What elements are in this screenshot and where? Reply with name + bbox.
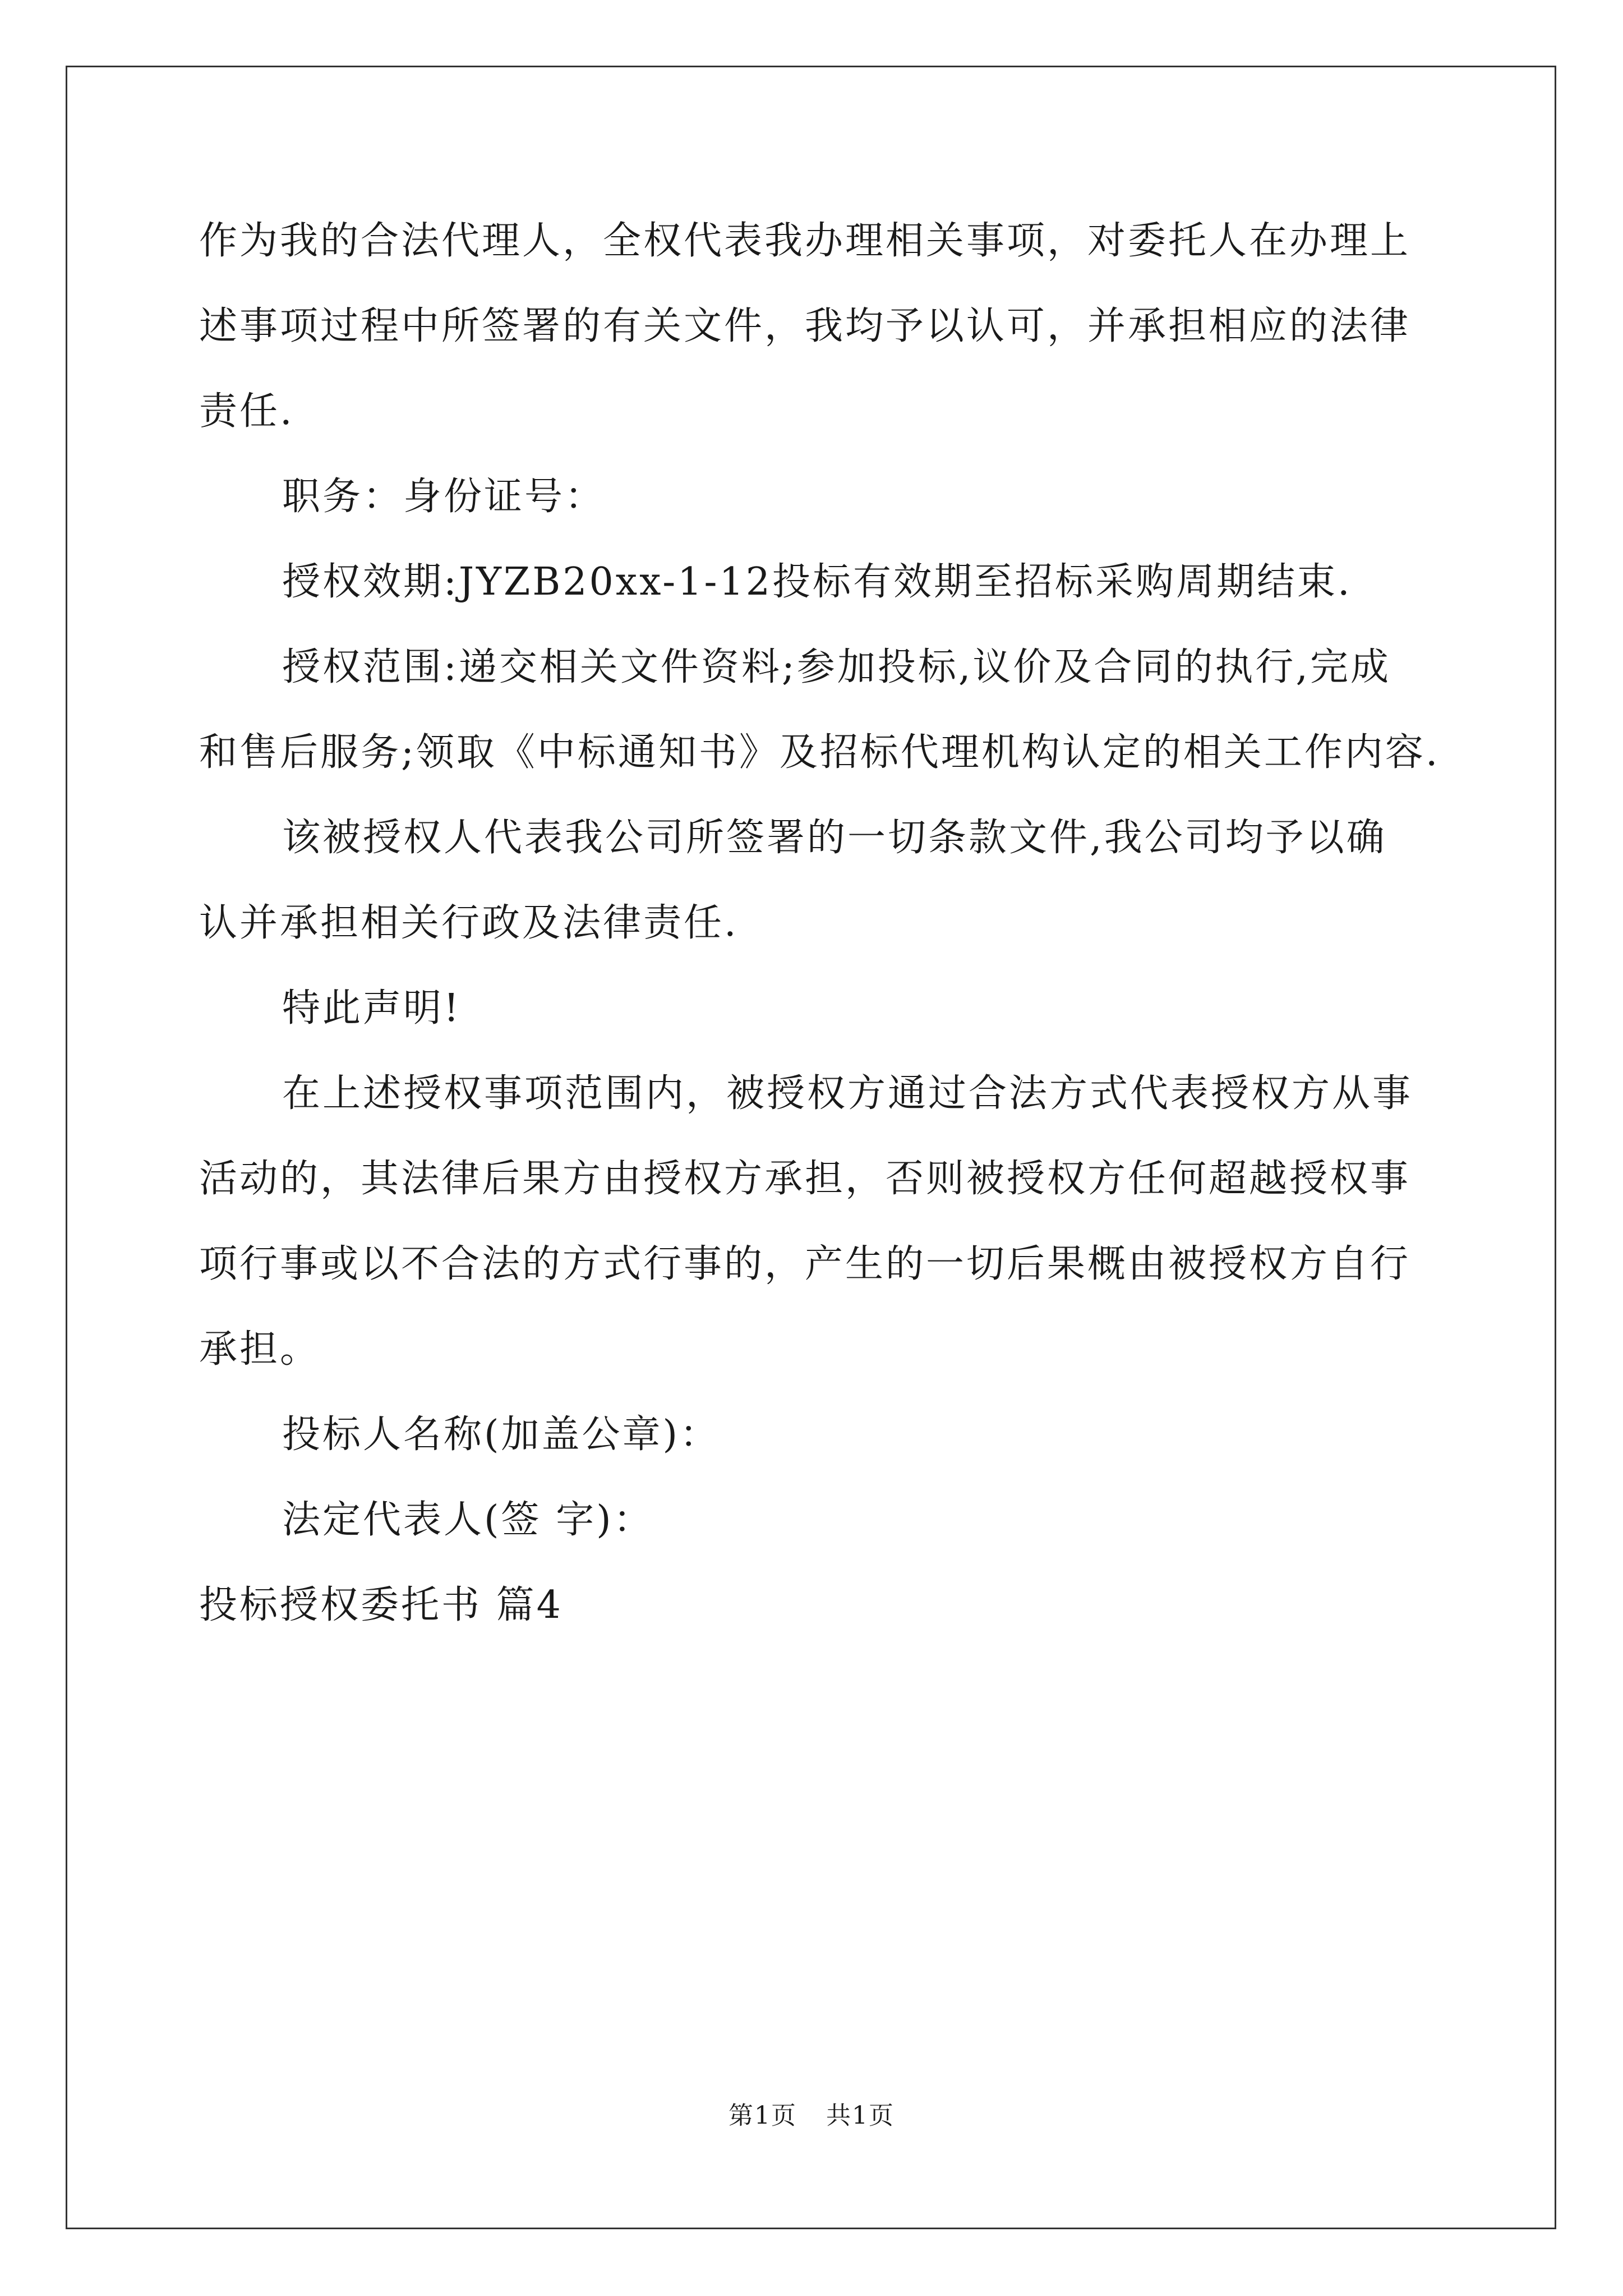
section-heading: 投标授权委托书 篇4 xyxy=(199,1583,563,1627)
paragraph-line: 述事项过程中所签署的有关文件，我均予以认可，并承担相应的法律 xyxy=(199,304,1411,348)
page-total: 共1页 xyxy=(826,2101,895,2130)
paragraph-line: 和售后服务;领取《中标通知书》及招标代理机构认定的相关工作内容. xyxy=(199,730,1440,775)
page-footer xyxy=(0,2095,1623,2131)
paragraph-line: 投标人名称(加盖公章)： xyxy=(282,1412,721,1457)
paragraph-line: 作为我的合法代理人，全权代表我办理相关事项，对委托人在办理上 xyxy=(199,219,1411,263)
paragraph-line: 项行事或以不合法的方式行事的，产生的一切后果概由被授权方自行 xyxy=(199,1242,1411,1286)
paragraph-line: 法定代表人(签 字)： xyxy=(282,1498,654,1542)
paragraph-line: 承担。 xyxy=(199,1327,321,1372)
paragraph-line: 授权效期:JYZB20xx-1-12投标有效期至招标采购周期结束. xyxy=(282,560,1352,604)
paragraph-line: 责任. xyxy=(199,389,294,434)
paragraph-line: 认并承担相关行政及法律责任. xyxy=(199,901,739,945)
paragraph-line: 活动的，其法律后果方由授权方承担，否则被授权方任何超越授权事 xyxy=(199,1157,1411,1201)
paragraph-line: 在上述授权事项范围内，被授权方通过合法方式代表授权方从事 xyxy=(282,1071,1413,1116)
paragraph-line: 该被授权人代表我公司所签署的一切条款文件,我公司均予以确 xyxy=(282,816,1387,860)
paragraph-line: 授权范围:递交相关文件资料;参加投标,议价及合同的执行,完成 xyxy=(282,645,1391,689)
paragraph-line: 职务：身份证号： xyxy=(282,475,606,519)
paragraph-line: 特此声明! xyxy=(282,986,462,1030)
page-number: 第1页 xyxy=(728,2101,797,2130)
